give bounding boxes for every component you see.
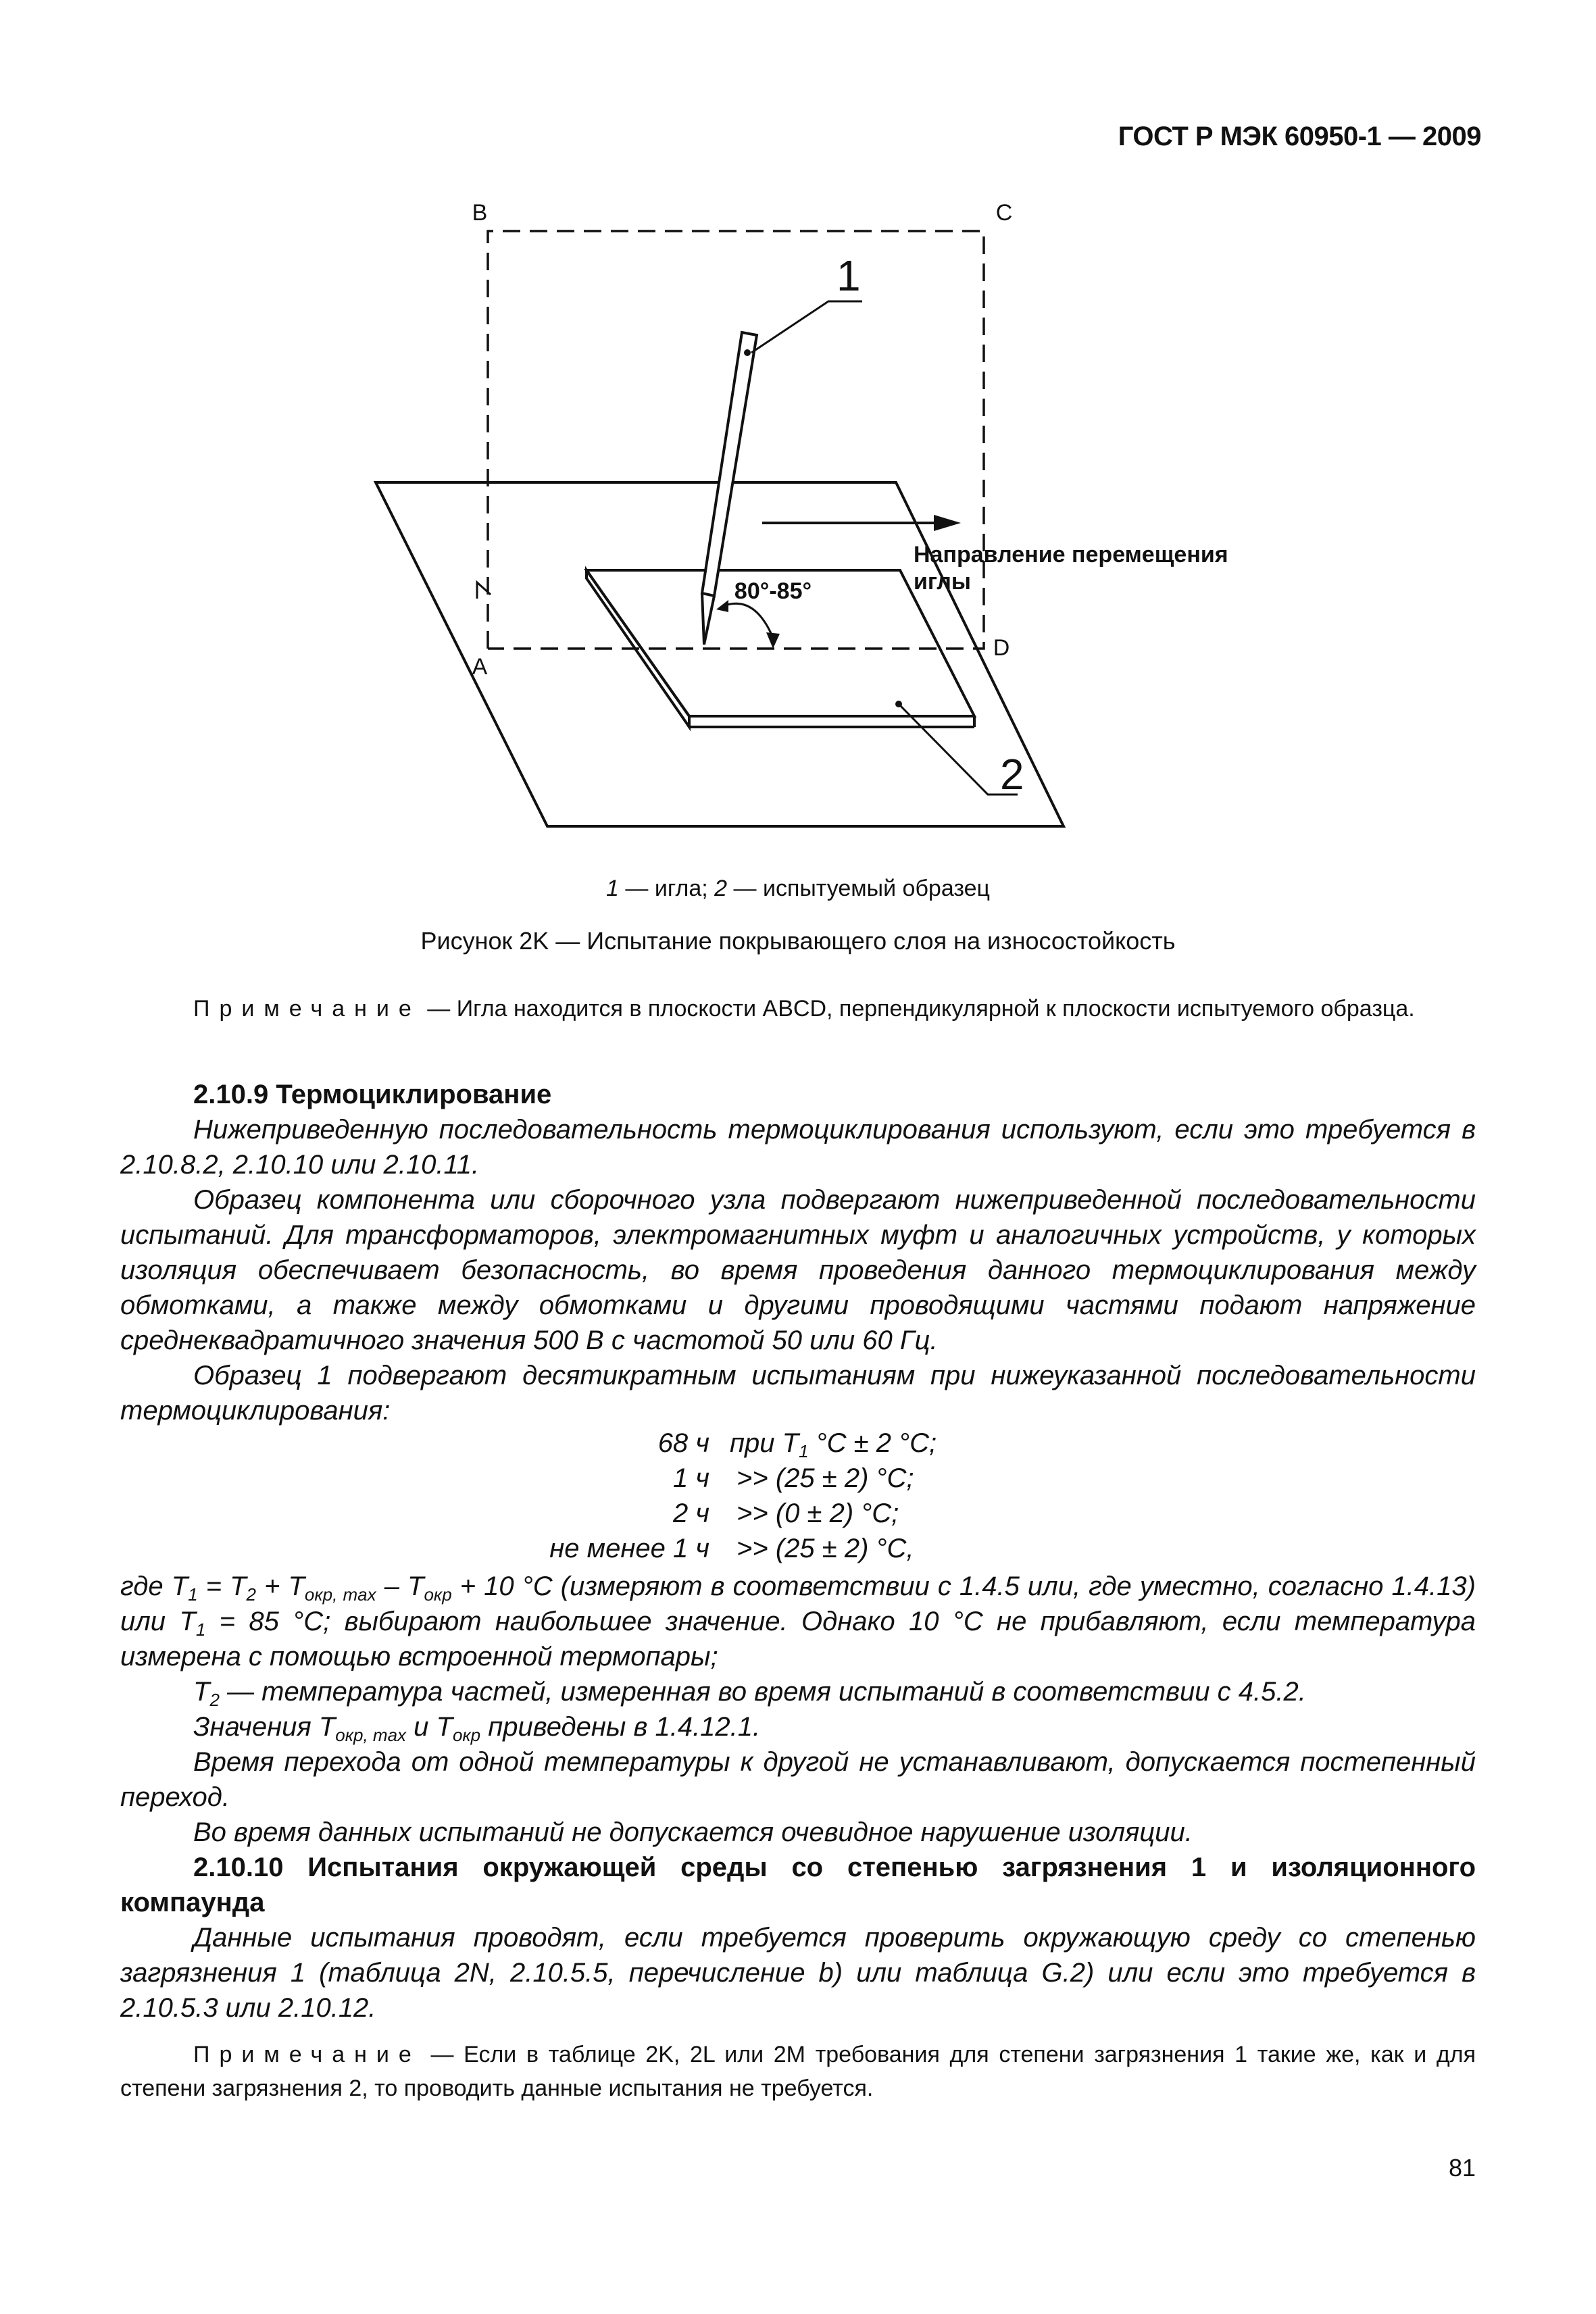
direction-label-line2: иглы: [914, 569, 971, 595]
section-2-10-9-p3: Образец 1 подвергают десятикратным испытаниям при нижеуказанной последовательности термоциклирования:: [120, 1361, 1476, 1426]
figure-2k-diagram: [351, 196, 1297, 872]
section-2-10-9-p4: Время перехода от одной температуры к другой не устанавливают, допускается постепенный переход.: [120, 1747, 1476, 1812]
legend-number-2: 2: [714, 876, 728, 901]
note-2: [120, 2038, 1476, 2105]
legend-text-1: — игла;: [618, 876, 715, 901]
callout-2: 2: [1000, 750, 1024, 799]
section-2-10-9-title: 2.10.9 Термоциклирование: [193, 1080, 552, 1109]
label-d: D: [993, 635, 1010, 661]
direction-label-line1: Направление перемещения: [914, 542, 1228, 568]
note-1: [120, 992, 1476, 1026]
schedule-duration: 68 ч: [657, 1428, 709, 1458]
note-1-label: Примечание: [193, 996, 421, 1022]
label-a: A: [472, 654, 488, 680]
needle: [702, 332, 757, 596]
schedule-condition: >> (0 ± 2) °C;: [737, 1499, 899, 1528]
note-2-label: Примечание: [193, 2042, 421, 2067]
label-b: B: [472, 200, 488, 226]
note-2-text: — Если в таблице 2K, 2L или 2M требования для степени загрязнения 1 такие же, как и для степени загрязнения 2, то проводить данные испытания не требуется.: [120, 2042, 1476, 2101]
section-2-10-9-p5: Во время данных испытаний не допускается очевидное нарушение изоляции.: [193, 1817, 1193, 1847]
section-2-10-10-p1: Данные испытания проводят, если требуется проверить окружающую среду со степенью загрязнения 1 (таблица 2N, 2.10.5.5, перечисление b) или таблица G.2) или если это требуется в 2.10.5.3 или 2.10.12.: [120, 1923, 1476, 2023]
legend-text-2: — испытуемый образец: [727, 876, 990, 901]
legend-number-1: 1: [606, 876, 619, 901]
schedule-condition: >> (25 ± 2) °C;: [737, 1463, 914, 1493]
page-number: 81: [1448, 2154, 1476, 2182]
callout-1: 1: [837, 251, 861, 300]
values-reference: Значения $T_{окр, max}$ и $T_{окр}$ приведены в 1.4.12.1.: [193, 1712, 761, 1745]
definition-t1: где $T_1 = T_2 + T_{окр, max} - T_{окр} + 10$ °C (измеряют в соответствии с 1.4.5 или, где уместно, согласно 1.4.13) или $T_1 = 85$ °C; выбирают наибольшее значение. Однако 10 °C не прибавляют, если температура измерена с помощью встроенной термопары;: [120, 1571, 1476, 1671]
section-2-10-9-p2: Образец компонента или сборочного узла подвергают нижеприведенной последовательности испытаний. Для трансформаторов, электромагнитных муфт и аналогичных устройств, у которых изоляция обеспечивает безопасность, во время проведения данного термоциклирования между обмотками, а также между обмотками и другими проводящими частями подают напряжение среднеквадратичного значения 500 В с частотой 50 или 60 Гц.: [120, 1185, 1476, 1355]
figure-caption: Рисунок 2K — Испытание покрывающего слоя на износостойкость: [420, 927, 1176, 955]
section-2-10-9-p1: Нижеприведенную последовательность термоциклирования используют, если это требуется в 2.10.8.2, 2.10.10 или 2.10.11.: [120, 1115, 1476, 1180]
figure-legend: [0, 876, 1596, 902]
note-1-text: — Игла находится в плоскости ABCD, перпендикулярной к плоскости испытуемого образца.: [420, 996, 1415, 1022]
thermocycling-schedule: 68 ч при $T_1$ °C ± 2 °C; 1 ч >> (25 ± 2) °C; 2 ч >> (0 ± 2) °C; не менее 1 ч >> (25 ± 2) °C,: [0, 1428, 1596, 1570]
schedule-condition: при T: [730, 1428, 799, 1458]
schedule-duration: 2 ч: [672, 1499, 709, 1528]
label-c: C: [995, 200, 1013, 226]
schedule-duration: 1 ч: [672, 1463, 709, 1493]
schedule-duration: не менее 1 ч: [549, 1534, 709, 1563]
definition-t2: $T_2$ — температура частей, измеренная во время испытаний в соответствии с 4.5.2.: [193, 1677, 1306, 1710]
angle-label: 80°-85°: [734, 578, 812, 604]
schedule-condition: >> (25 ± 2) °C,: [737, 1534, 914, 1563]
section-2-10-10-title: 2.10.10 Испытания окружающей среды со степенью загрязнения 1 и изоляционного компаунда: [120, 1853, 1476, 1917]
standard-header: ГОСТ Р МЭК 60950-1 — 2009: [1118, 122, 1481, 151]
